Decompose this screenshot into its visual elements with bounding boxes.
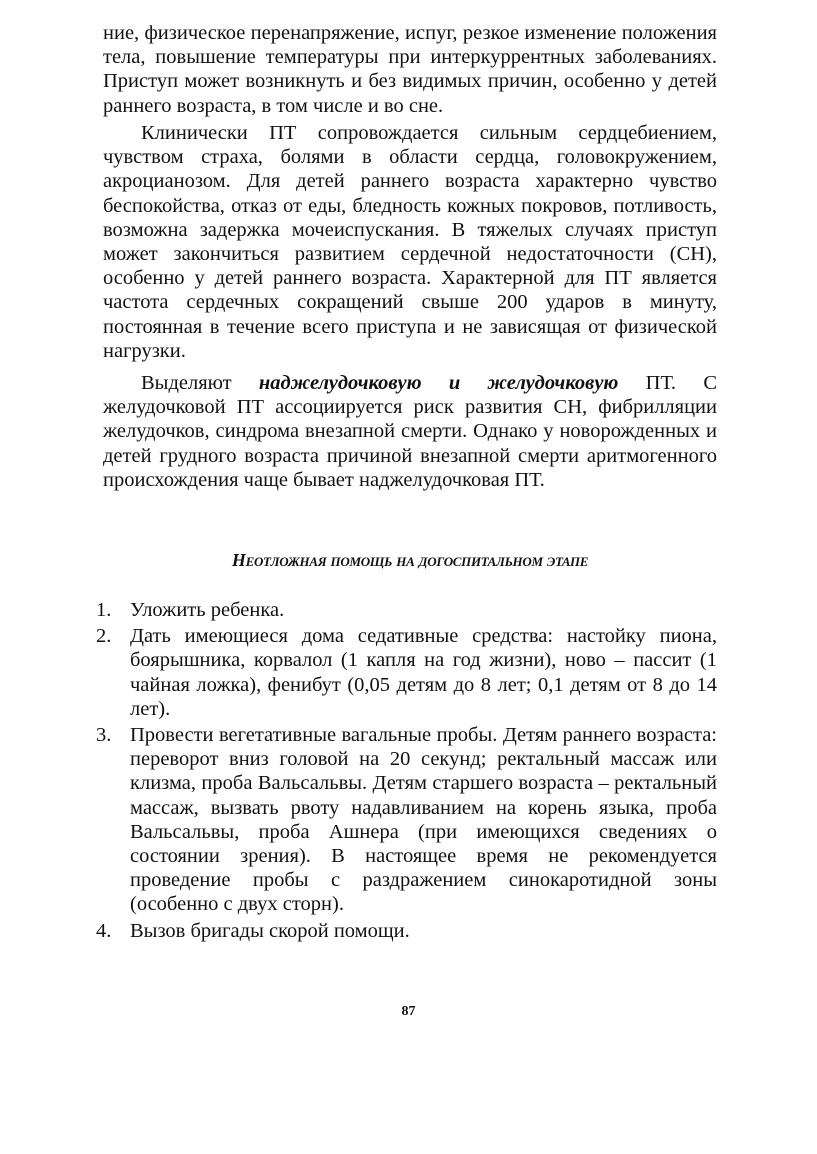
list-item-number: 2. — [96, 625, 112, 648]
list-item-text: Дать имеющиеся дома седативные средства: настойку пиона, боярышника, корвалол (1 капля на год жизни), ново – пассит (1 чайная ложка), фенибут (0,05 детям до 8 лет; 0,1 детям от 8 до 14 лет). — [130, 625, 717, 720]
emergency-steps-list — [96, 598, 717, 945]
paragraph-continuation — [103, 21, 717, 118]
list-item — [96, 919, 717, 943]
paragraph-text-start: Выделяют — [141, 372, 259, 394]
list-item-text: Уложить ребенка. — [130, 599, 285, 621]
list-item-text: Вызов бригады скорой помощи. — [130, 919, 410, 942]
list-item-text: Провести вегетативные вагальные пробы. Детям раннего возраста: переворот вниз головой на 20 секунд; ректальный массаж или клизма, проба Вальсальвы. Детям старшего возраста – ректальный массаж, вызвать рвоту надавливанием на корень языка, проба Вальсальвы, проба Ашнера (при имеющихся сведениях о состоянии зрения). В настоящее время не рекомендуется проведение пробы с раздражением синокаротидной зоны (особенно с двух сторн). — [130, 724, 717, 916]
list-item-number: 4. — [96, 919, 112, 942]
paragraph-text: ние, физическое перенапряжение, испуг, резкое изменение положения тела, повышение температуры при интеркуррентных заболеваниях. Приступ может возникнуть и без видимых причин, особенно у детей раннего возраста, в том числе и во сне. — [103, 22, 717, 117]
section-heading-text: Неотложная помощь на догоспитальном этапе — [231, 550, 589, 570]
page-number: 87 — [401, 1004, 416, 1019]
list-item — [96, 723, 717, 917]
section-heading — [103, 548, 717, 572]
paragraph-text: Клинически ПТ сопровождается сильным сердцебиением, чувством страха, болями в области сердца, головокружением, акроцианозом. Для детей раннего возраста характерно чувство беспокойства, отказ от еды, бледность кожных покровов, потливость, возможна задержка мочеиспускания. В тяжелых случаях приступ может закончиться развитием сердечной недостаточности (СН), особенно у детей раннего возраста. Характерной для ПТ является частота сердечных сокращений свыше 200 ударов в минуту, постоянная в течение всего приступа и не зависящая от физической нагрузки. — [103, 122, 717, 362]
list-item — [96, 624, 717, 721]
emphasized-term: наджелудочковую и желудочковую — [258, 372, 619, 394]
paragraph-clinical-signs — [103, 121, 717, 363]
paragraph-text — [103, 371, 717, 492]
list-item-number: 3. — [96, 724, 112, 747]
paragraph-types — [103, 371, 717, 492]
paragraph-text-end: ПТ. С желудочковой ПТ ассоциируется риск развития СН, фибрилляции желудочков, синдрома внезапной смерти. Однако у новорожденных и детей грудного возраста причиной внезапной смерти аритмогенного происхождения чаще бывает наджелудочковая ПТ. — [103, 372, 718, 491]
list-item-number: 1. — [96, 599, 112, 621]
list-item — [96, 598, 717, 622]
